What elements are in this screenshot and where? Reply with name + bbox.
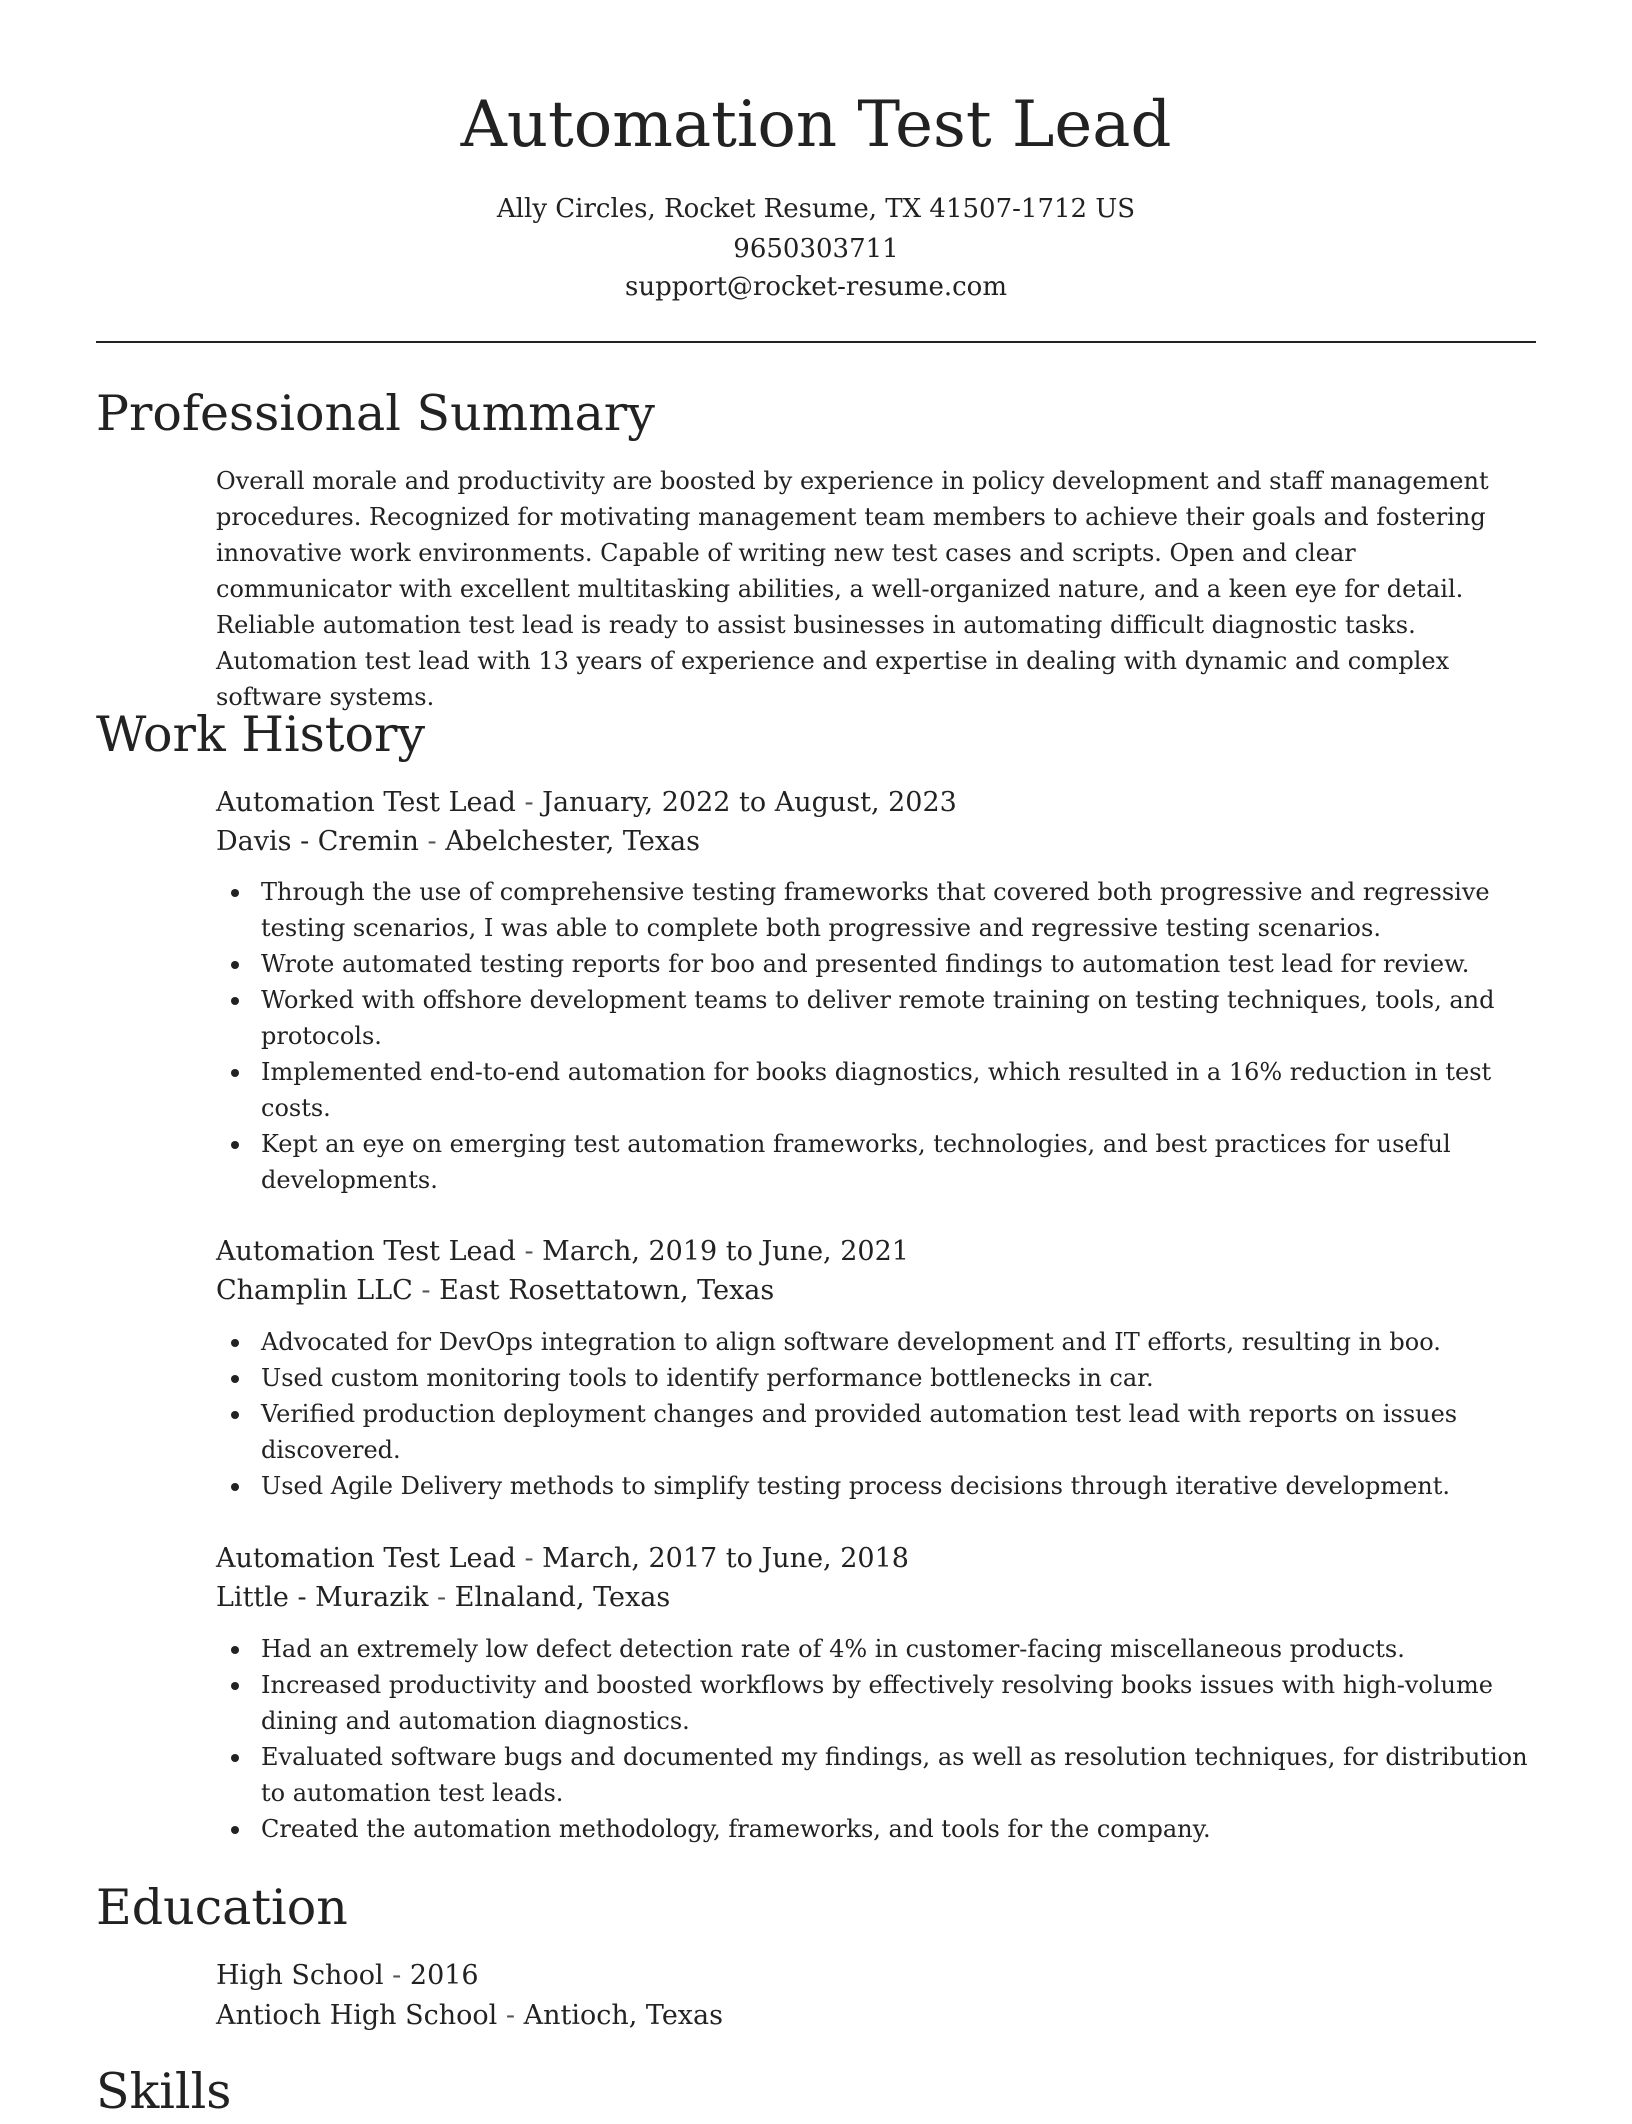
education-location: Antioch, Texas (523, 2000, 723, 2031)
section-heading-work-history: Work History (96, 706, 426, 763)
job-bullets (216, 1324, 1536, 1504)
contact-email: support@rocket-resume.com (624, 272, 1007, 302)
list-item: Kept an eye on emerging test automation frameworks, technologies, and best practices for useful developments. (216, 1126, 1536, 1198)
list-item: Verified production deployment changes and provided automation test lead with reports on issues discovered. (216, 1396, 1536, 1468)
job-location: Abelchester, Texas (445, 826, 700, 857)
job-title: Automation Test Lead (216, 787, 516, 818)
list-item: Wrote automated testing reports for boo and presented findings to automation test lead for review. (216, 946, 1536, 982)
education-school-line: Antioch High School - Antioch, Texas (216, 2000, 723, 2031)
job-company: Little - Murazik (216, 1582, 429, 1613)
bullet-icon (231, 1682, 239, 1690)
education-degree: High School (216, 1960, 384, 1991)
education-degree-line: High School - 2016 (216, 1960, 479, 1991)
list-item: Implemented end-to-end automation for books diagnostics, which resulted in a 16% reduction in test costs. (216, 1054, 1536, 1126)
bullet-icon (231, 1754, 239, 1762)
job-title: Automation Test Lead (216, 1543, 516, 1574)
list-item: Worked with offshore development teams to deliver remote training on testing techniques, tools, and protocols. (216, 982, 1536, 1054)
job-company: Davis - Cremin (216, 826, 419, 857)
bullet-icon (231, 1826, 239, 1834)
bullet-icon (231, 1483, 239, 1491)
list-item: Used custom monitoring tools to identify performance bottlenecks in car. (216, 1360, 1536, 1396)
education-school: Antioch High School (216, 2000, 498, 2031)
section-heading-education: Education (96, 1879, 348, 1936)
resume-title: Automation Test Lead (460, 88, 1172, 162)
job-company-line: Little - Murazik - Elnaland, Texas (216, 1582, 671, 1613)
bullet-icon (231, 1339, 239, 1347)
list-item: Created the automation methodology, frameworks, and tools for the company. (216, 1811, 1536, 1847)
job-bullets (216, 874, 1536, 1198)
job-company-line: Champlin LLC - East Rosettatown, Texas (216, 1275, 775, 1306)
list-item: Through the use of comprehensive testing frameworks that covered both progressive and regressive testing scenarios, I was able to complete both progressive and regressive testing scenarios. (216, 874, 1536, 946)
header-divider (96, 341, 1536, 343)
job-title-line: Automation Test Lead - March, 2017 to June, 2018 (216, 1543, 909, 1574)
bullet-icon (231, 889, 239, 897)
job-dates: January, 2022 to August, 2023 (542, 787, 957, 818)
job-bullets (216, 1631, 1536, 1847)
job-title-line: Automation Test Lead - March, 2019 to June, 2021 (216, 1236, 909, 1267)
bullet-icon (231, 1646, 239, 1654)
bullet-icon (231, 1141, 239, 1149)
job-title: Automation Test Lead (216, 1236, 516, 1267)
contact-address: Ally Circles, Rocket Resume, TX 41507-1712 US (496, 194, 1136, 224)
job-location: East Rosettatown, Texas (439, 1275, 775, 1306)
job-dates: March, 2017 to June, 2018 (542, 1543, 909, 1574)
bullet-icon (231, 961, 239, 969)
summary-text: Overall morale and productivity are boosted by experience in policy development and staff management procedures. Recognized for motivating management team members to achieve their goals and fostering innovative work environments. Capable of writing new test cases and scripts. Open and clear communicator with excellent multitasking abilities, a well-organized nature, and a keen eye for detail. Reliable automation test lead is ready to assist businesses in automating difficult diagnostic tasks. Automation test lead with 13 years of experience and expertise in dealing with dynamic and complex software systems. (216, 467, 1489, 711)
list-item: Had an extremely low defect detection rate of 4% in customer-facing miscellaneous products. (216, 1631, 1536, 1667)
list-item: Evaluated software bugs and documented my findings, as well as resolution techniques, for distribution to automation test leads. (216, 1739, 1536, 1811)
bullet-icon (231, 1375, 239, 1383)
contact-phone: 9650303711 (733, 234, 899, 264)
list-item: Used Agile Delivery methods to simplify testing process decisions through iterative development. (216, 1468, 1536, 1504)
job-dates: March, 2019 to June, 2021 (542, 1236, 909, 1267)
job-location: Elnaland, Texas (454, 1582, 671, 1613)
education-year: 2016 (409, 1960, 479, 1991)
job-title-line: Automation Test Lead - January, 2022 to August, 2023 (216, 787, 957, 818)
bullet-icon (231, 1069, 239, 1077)
bullet-icon (231, 997, 239, 1005)
bullet-icon (231, 1411, 239, 1419)
section-heading-skills: Skills (96, 2063, 232, 2120)
job-company: Champlin LLC (216, 1275, 413, 1306)
section-heading-summary: Professional Summary (96, 385, 655, 442)
list-item: Increased productivity and boosted workflows by effectively resolving books issues with high-volume dining and automation diagnostics. (216, 1667, 1536, 1739)
job-company-line: Davis - Cremin - Abelchester, Texas (216, 826, 700, 857)
list-item: Advocated for DevOps integration to align software development and IT efforts, resulting in boo. (216, 1324, 1536, 1360)
